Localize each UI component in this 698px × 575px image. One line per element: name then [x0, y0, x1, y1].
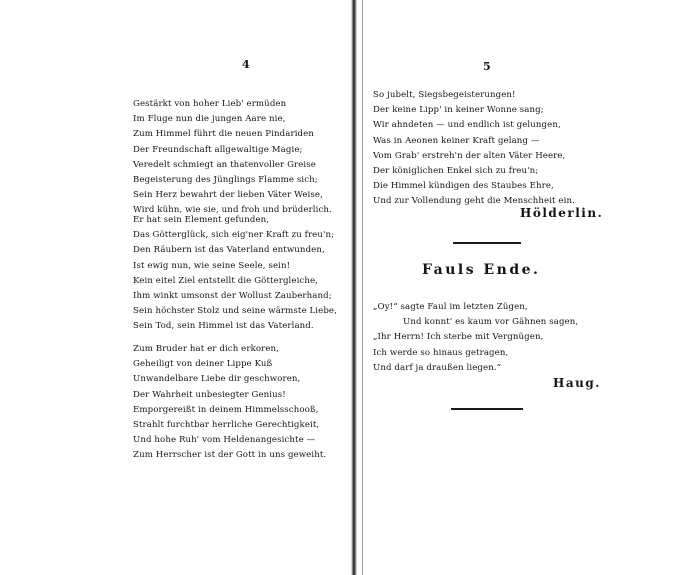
verse-line: Ihm winkt umsonst der Wollust Zauberhand;	[133, 291, 332, 302]
verse-line: Strahlt furchtbar herrliche Gerechtigkeit,	[133, 420, 320, 431]
verse-line: Der Wahrheit unbesiegter Genius!	[133, 389, 286, 400]
poem-author-signature: Hölderlin.	[520, 206, 604, 220]
section-divider-rule	[453, 242, 521, 244]
verse-line: Und hohe Ruh' vom Heldenangesichte —	[133, 435, 316, 446]
verse-line: Zum Herrscher ist der Gott in uns geweiht.	[133, 450, 327, 461]
verse-line: Das Götterglück, sich eig'ner Kraft zu freu'n;	[133, 230, 335, 241]
verse-line: Er hat sein Element gefunden,	[133, 215, 270, 225]
verse-line: Der Freundschaft allgewaltige Magie;	[133, 144, 303, 155]
right-page-number: 5	[483, 60, 491, 73]
verse-line: Vom Grab' erstreh'n der alten Väter Heere,	[373, 150, 566, 161]
verse-line: Ich werde so hinaus getragen,	[373, 347, 509, 358]
verse-line: „Ihr Herrn! Ich sterbe mit Vergnügen,	[373, 332, 544, 343]
verse-line: Unwandelbare Liebe dir geschworen,	[133, 374, 301, 385]
verse-line: Und darf ja draußen liegen.“	[373, 362, 502, 373]
verse-line: Die Himmel kündigen des Staubes Ehre,	[373, 181, 554, 192]
verse-line: Was in Aeonen keiner Kraft gelang —	[373, 135, 540, 146]
left-page-number: 4	[242, 58, 250, 71]
epigram-verse	[373, 300, 578, 376]
verse-line: Veredelt schmiegt an thatenvoller Greise	[133, 159, 316, 170]
verse-line: Begeisterung des Jünglings Flamme sich;	[133, 175, 318, 186]
verse-line: Und konnt' es kaum vor Gähnen sagen,	[403, 317, 579, 328]
verse-line: Zum Himmel führt die neuen Pindariden	[133, 129, 314, 140]
verse-line: Geheiligt von deiner Lippe Kuß	[133, 359, 273, 370]
epigram-title: Fauls Ende.	[422, 262, 541, 278]
left-stanza-2	[133, 213, 337, 335]
verse-line: Der königlichen Enkel sich zu freu'n;	[373, 166, 539, 177]
verse-line: Emporgereißt in deinem Himmelsschooß,	[133, 404, 319, 415]
verse-line: Sein Tod, sein Himmel ist das Vaterland.	[133, 321, 314, 332]
verse-line: Im Fluge nun die jungen Aare nie,	[133, 114, 286, 125]
verse-line: So jubelt, Siegsbegeisterungen!	[373, 90, 516, 100]
verse-line: Wird kühn, wie sie, und froh und brüderlich.	[133, 205, 332, 216]
verse-line: Gestärkt von hoher Lieb' ermüden	[133, 99, 287, 109]
verse-line: Sein höchster Stolz und seine wärmste Liebe,	[133, 306, 337, 317]
verse-line: „Oy!“ sagte Faul im letzten Zügen,	[373, 302, 528, 312]
book-gutter	[351, 0, 357, 575]
verse-line: Und zur Vollendung geht die Menschheit ein.	[373, 196, 575, 207]
verse-line: Kein eitel Ziel entstellt die Göttergleiche,	[133, 275, 318, 286]
right-poem-stanza	[373, 88, 575, 210]
verse-line: Den Räubern ist das Vaterland entwunden,	[133, 245, 325, 256]
left-stanza-3	[133, 342, 326, 464]
left-stanza-1	[133, 97, 332, 219]
end-rule	[451, 408, 523, 410]
verse-line: Wir ahndeten — und endlich ist gelungen,	[373, 120, 561, 131]
epigram-author-signature: Haug.	[553, 376, 601, 390]
verse-line: Sein Herz bewahrt der lieben Väter Weise,	[133, 190, 323, 201]
verse-line: Zum Bruder hat er dich erkoren,	[133, 344, 280, 354]
page-edge-line	[362, 0, 363, 575]
verse-line: Ist ewig nun, wie seine Seele, sein!	[133, 260, 291, 271]
verse-line: Der keine Lipp' in keiner Wonne sang;	[373, 105, 544, 116]
